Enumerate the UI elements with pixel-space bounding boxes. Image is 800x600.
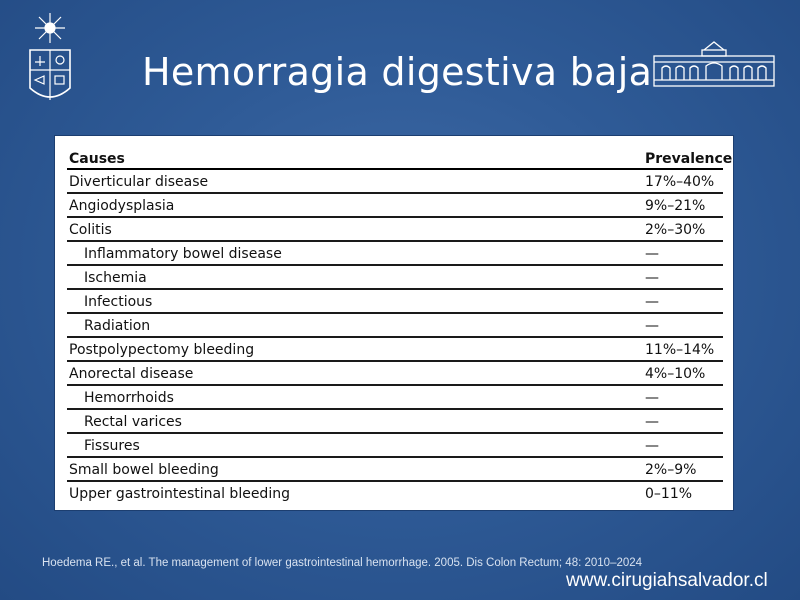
university-crest-logo (22, 10, 78, 110)
row-prevalence: — (645, 246, 659, 262)
table-row (67, 482, 723, 506)
row-cause: Small bowel bleeding (69, 462, 219, 478)
header-prevalence: Prevalence (645, 151, 733, 167)
row-prevalence: — (645, 438, 659, 454)
row-prevalence: 2%–30% (645, 222, 706, 238)
table-row (67, 362, 723, 386)
table-row (67, 458, 723, 482)
row-prevalence: — (645, 294, 659, 310)
table-row (67, 410, 723, 434)
table-row (67, 170, 723, 194)
table-row (67, 338, 723, 362)
row-prevalence: 9%–21% (645, 198, 706, 214)
row-cause: Radiation (84, 318, 151, 334)
row-cause: Ischemia (84, 270, 147, 286)
row-cause: Inflammatory bowel disease (84, 246, 282, 262)
table-row (67, 290, 723, 314)
table-row (67, 218, 723, 242)
row-prevalence: 17%–40% (645, 174, 715, 190)
row-prevalence: 11%–14% (645, 342, 715, 358)
row-prevalence: — (645, 270, 659, 286)
table-row (67, 314, 723, 338)
row-cause: Postpolypectomy bleeding (69, 342, 255, 358)
table-header-row (67, 147, 733, 170)
row-prevalence: — (645, 390, 659, 406)
row-prevalence: 2%–9% (645, 462, 697, 478)
table-row (67, 242, 723, 266)
row-prevalence: 0–11% (645, 486, 693, 502)
row-prevalence: — (645, 414, 659, 430)
slide-title: Hemorragia digestiva baja (142, 50, 653, 94)
row-cause: Colitis (69, 222, 112, 238)
row-cause: Angiodysplasia (69, 198, 175, 214)
header-causes: Causes (69, 151, 125, 167)
website-url: www.cirugiahsalvador.cl (566, 570, 768, 591)
table-row (67, 194, 723, 218)
table-row (67, 386, 723, 410)
row-cause: Fissures (84, 438, 140, 454)
table-row (67, 434, 723, 458)
row-cause: Rectal varices (84, 414, 182, 430)
citation-text: Hoedema RE., et al. The management of lower gastrointestinal hemorrhage. 2005. Dis Colon Rectum; 48: 2010–2024 (42, 557, 643, 569)
row-prevalence: 4%–10% (645, 366, 706, 382)
row-cause: Upper gastrointestinal bleeding (69, 486, 290, 502)
row-cause: Hemorrhoids (84, 390, 174, 406)
row-cause: Diverticular disease (69, 174, 209, 190)
hospital-building-logo (652, 40, 776, 90)
causes-prevalence-table (54, 135, 734, 511)
table-row (67, 266, 723, 290)
row-prevalence: — (645, 318, 659, 334)
row-cause: Infectious (84, 294, 153, 310)
row-cause: Anorectal disease (69, 366, 194, 382)
